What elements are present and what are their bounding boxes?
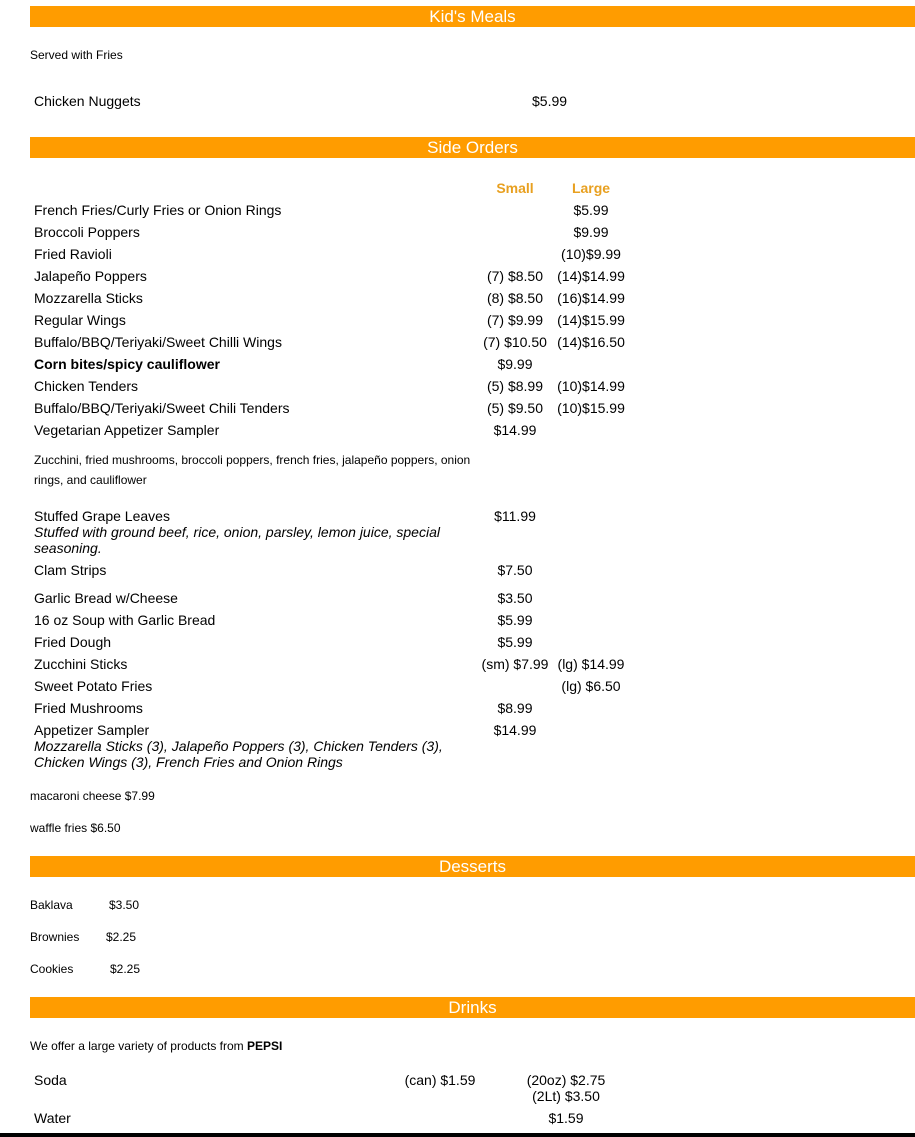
brand-name: PEPSI: [247, 1039, 283, 1053]
kids-item-price: $5.99: [532, 93, 568, 109]
side-item-name: Fried Mushrooms: [34, 700, 143, 716]
kids-note: Served with Fries: [30, 48, 123, 62]
soda-can-price: (can) $1.59: [404, 1072, 476, 1088]
side-item-name: Mozzarella Sticks: [34, 290, 143, 306]
side-item-large: (10)$14.99: [557, 378, 625, 394]
drinks-note: [30, 1036, 282, 1056]
side-item-name: 16 oz Soup with Garlic Bread: [34, 612, 216, 628]
dessert-name: Brownies: [30, 930, 80, 944]
side-item-small: (7) $10.50: [483, 334, 547, 350]
side-item-large: (10)$9.99: [561, 246, 621, 262]
clam-strips-name: Clam Strips: [34, 562, 107, 578]
veg-sampler-description: Zucchini, fried mushrooms, broccoli poppers, french fries, jalapeño poppers, onion rings, and cauliflower: [34, 453, 471, 487]
desserts-header: Desserts: [30, 856, 915, 877]
col-large-header: Large: [571, 180, 611, 196]
water-name: Water: [34, 1110, 71, 1126]
side-item-name: Vegetarian Appetizer Sampler: [34, 422, 220, 438]
side-item-large: (10)$15.99: [557, 400, 625, 416]
dessert-price: $3.50: [109, 898, 140, 912]
side-item-name: Garlic Bread w/Cheese: [34, 590, 178, 606]
soda-2lt-price: (2Lt) $3.50: [532, 1088, 600, 1104]
side-item-name: French Fries/Curly Fries or Onion Rings: [34, 202, 282, 218]
side-item-large: (14)$15.99: [557, 312, 625, 328]
side-item-large: (14)$14.99: [557, 268, 625, 284]
side-item-name: Fried Ravioli: [34, 246, 112, 262]
side-item-large: (lg) $6.50: [561, 678, 621, 694]
bottom-divider: [0, 1133, 915, 1137]
appetizer-sampler-name: Appetizer Sampler: [34, 722, 150, 738]
drinks-header: Drinks: [30, 997, 915, 1018]
dessert-name: Cookies: [30, 962, 74, 976]
side-item-name: Regular Wings: [34, 312, 126, 328]
side-item-name: Buffalo/BBQ/Teriyaki/Sweet Chili Tenders: [34, 400, 290, 416]
kids-item-name: Chicken Nuggets: [34, 93, 141, 109]
clam-strips-price: $7.50: [497, 562, 533, 578]
water-price: $1.59: [548, 1110, 584, 1126]
side-item-name: Chicken Tenders: [34, 378, 139, 394]
drinks-note-text: We offer a large variety of products from: [30, 1039, 244, 1053]
dessert-name: Baklava: [30, 898, 73, 912]
side-item-small: $8.99: [497, 700, 533, 716]
side-item-small: $14.99: [493, 422, 537, 438]
side-item-name: Fried Dough: [34, 634, 112, 650]
side-item-name: Buffalo/BBQ/Teriyaki/Sweet Chilli Wings: [34, 334, 282, 350]
side-item-name: Zucchini Sticks: [34, 656, 128, 672]
soda-name: Soda: [34, 1072, 67, 1088]
side-item-name: Sweet Potato Fries: [34, 678, 153, 694]
side-item-small: $5.99: [497, 612, 533, 628]
col-small-header: Small: [496, 180, 534, 196]
side-item-large: (14)$16.50: [557, 334, 625, 350]
side-item-large: $9.99: [573, 224, 609, 240]
side-item-small: (sm) $7.99: [481, 656, 549, 672]
waffle-fries-line: waffle fries $6.50: [30, 821, 121, 835]
grape-leaves-name: Stuffed Grape Leaves: [34, 508, 170, 524]
side-orders-header: Side Orders: [30, 137, 915, 158]
side-item-small: $3.50: [497, 590, 533, 606]
grape-leaves-description: Stuffed with ground beef, rice, onion, parsley, lemon juice, special seasoning.: [34, 524, 440, 556]
dessert-price: $2.25: [110, 962, 141, 976]
side-item-large: $5.99: [573, 202, 609, 218]
side-item-name: Broccoli Poppers: [34, 224, 140, 240]
side-item-small: (7) $8.50: [486, 268, 544, 284]
grape-leaves-price: $11.99: [494, 508, 536, 524]
soda-20oz-price: (20oz) $2.75: [526, 1072, 606, 1088]
appetizer-sampler-description: Mozzarella Sticks (3), Jalapeño Poppers (3), Chicken Tenders (3), Chicken Wings (3), French Fries and Onion Rings: [34, 738, 443, 770]
side-item-name: Corn bites/spicy cauliflower: [34, 356, 220, 372]
side-item-small: $5.99: [497, 634, 533, 650]
side-item-name: Jalapeño Poppers: [34, 268, 147, 284]
macaroni-cheese-line: macaroni cheese $7.99: [30, 789, 155, 803]
side-item-small: (5) $9.50: [486, 400, 544, 416]
side-item-small: (5) $8.99: [486, 378, 544, 394]
side-item-small: (7) $9.99: [486, 312, 544, 328]
side-item-large: (lg) $14.99: [557, 656, 625, 672]
side-item-small: $9.99: [497, 356, 533, 372]
side-item-large: (16)$14.99: [557, 290, 625, 306]
dessert-price: $2.25: [106, 930, 137, 944]
kids-meals-header: Kid's Meals: [30, 6, 915, 27]
side-item-small: (8) $8.50: [486, 290, 544, 306]
appetizer-sampler-price: $14.99: [493, 722, 537, 738]
